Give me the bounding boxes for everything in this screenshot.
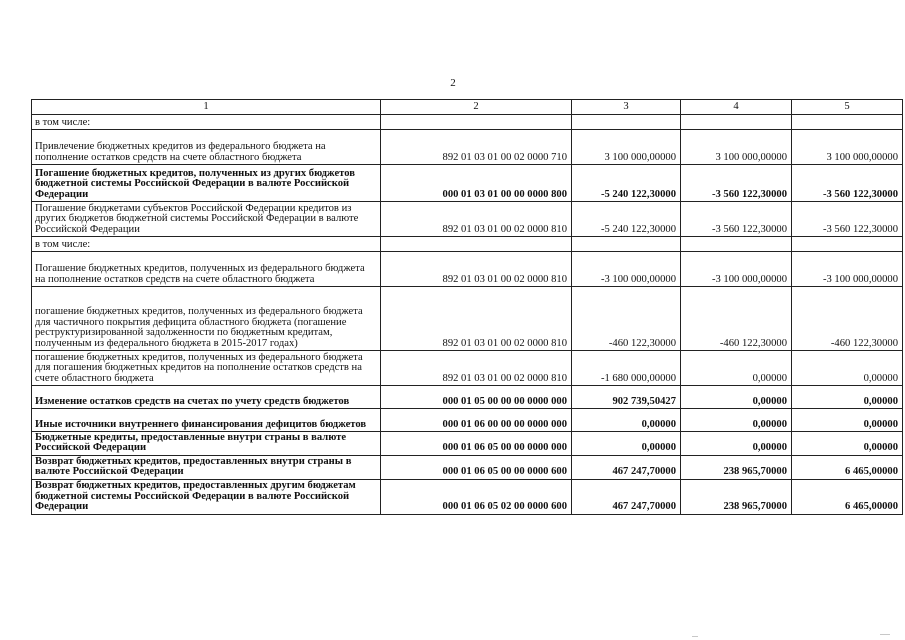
subtotal-note-row (32, 115, 903, 130)
table-row (32, 409, 903, 432)
amount-col5-cell: -3 560 122,30000 (792, 165, 903, 202)
budget-code-cell: 000 01 06 05 00 00 0000 000 (381, 432, 572, 456)
amount-col5-cell: 0,00000 (792, 409, 903, 432)
budget-code-cell: 892 01 03 01 00 02 0000 810 (381, 351, 572, 386)
page-number: 2 (450, 77, 456, 89)
budget-code-cell: 892 01 03 01 00 02 0000 810 (381, 202, 572, 237)
column-header: 1 (32, 100, 381, 115)
amount-col4-cell: -3 560 122,30000 (681, 165, 792, 202)
row-name-cell: Погашение бюджетных кредитов, полученных из других бюджетов бюджетной системы Российской Федерации в валюте Российской Федерации (32, 165, 381, 202)
table-row (32, 130, 903, 165)
row-name-cell: погашение бюджетных кредитов, полученных из федерального бюджета для частичного покрытия дефицита областного бюджета (погашение реструктуризированной задолженности по бюджетным кредитам, полученным из федерального бюджета в 2015-2017 годах) (32, 287, 381, 351)
table-row (32, 165, 903, 202)
table-row (32, 287, 903, 351)
empty-cell (572, 115, 681, 130)
amount-col3-cell: -1 680 000,00000 (572, 351, 681, 386)
row-name-cell: Погашение бюджетами субъектов Российской Федерации кредитов из других бюджетов бюджетной системы Российской Федерации в валюте Российской Федерации (32, 202, 381, 237)
amount-col4-cell: 0,00000 (681, 432, 792, 456)
empty-cell (381, 237, 572, 252)
amount-col4-cell: 0,00000 (681, 386, 792, 409)
scan-artifact (880, 634, 890, 635)
budget-code-cell: 892 01 03 01 00 02 0000 810 (381, 252, 572, 287)
budget-code-cell: 000 01 05 00 00 00 0000 000 (381, 386, 572, 409)
amount-col5-cell: -3 560 122,30000 (792, 202, 903, 237)
amount-col3-cell: -3 100 000,00000 (572, 252, 681, 287)
row-name-cell: Привлечение бюджетных кредитов из федерального бюджета на пополнение остатков средств на счете областного бюджета (32, 130, 381, 165)
amount-col4-cell: 0,00000 (681, 409, 792, 432)
empty-cell (681, 115, 792, 130)
row-name-cell: Бюджетные кредиты, предоставленные внутри страны в валюте Российской Федерации (32, 432, 381, 456)
amount-col5-cell: 0,00000 (792, 351, 903, 386)
amount-col5-cell: 3 100 000,00000 (792, 130, 903, 165)
amount-col4-cell: 3 100 000,00000 (681, 130, 792, 165)
amount-col3-cell: 467 247,70000 (572, 455, 681, 479)
amount-col3-cell: -460 122,30000 (572, 287, 681, 351)
row-name-cell: Иные источники внутреннего финансирования дефицитов бюджетов (32, 409, 381, 432)
amount-col3-cell: -5 240 122,30000 (572, 202, 681, 237)
column-header: 3 (572, 100, 681, 115)
table-row (32, 455, 903, 479)
table-row (32, 386, 903, 409)
column-number-row (32, 100, 903, 115)
row-name-cell: Изменение остатков средств на счетах по учету средств бюджетов (32, 386, 381, 409)
table-row (32, 351, 903, 386)
amount-col5-cell: 0,00000 (792, 432, 903, 456)
amount-col4-cell: -460 122,30000 (681, 287, 792, 351)
row-name-cell: Погашение бюджетных кредитов, полученных из федерального бюджета на пополнение остатков средств на счете областного бюджета (32, 252, 381, 287)
amount-col5-cell: -460 122,30000 (792, 287, 903, 351)
budget-code-cell: 000 01 06 05 00 00 0000 600 (381, 455, 572, 479)
amount-col3-cell: 3 100 000,00000 (572, 130, 681, 165)
row-name-cell: в том числе: (32, 237, 381, 252)
subtotal-note-row (32, 237, 903, 252)
budget-code-cell: 000 01 03 01 00 00 0000 800 (381, 165, 572, 202)
budget-code-cell: 892 01 03 01 00 02 0000 710 (381, 130, 572, 165)
budget-code-cell: 000 01 06 00 00 00 0000 000 (381, 409, 572, 432)
amount-col4-cell: 0,00000 (681, 351, 792, 386)
row-name-cell: Возврат бюджетных кредитов, предоставленных внутри страны в валюте Российской Федерации (32, 455, 381, 479)
budget-sources-table (31, 99, 903, 515)
empty-cell (792, 115, 903, 130)
table-row (32, 479, 903, 514)
table-row (32, 202, 903, 237)
table-row (32, 432, 903, 456)
amount-col3-cell: 467 247,70000 (572, 479, 681, 514)
scan-artifact (692, 636, 698, 637)
column-header: 2 (381, 100, 572, 115)
amount-col4-cell: 238 965,70000 (681, 455, 792, 479)
amount-col5-cell: 6 465,00000 (792, 455, 903, 479)
amount-col3-cell: 902 739,50427 (572, 386, 681, 409)
empty-cell (381, 115, 572, 130)
amount-col5-cell: 6 465,00000 (792, 479, 903, 514)
budget-code-cell: 892 01 03 01 00 02 0000 810 (381, 287, 572, 351)
table-row (32, 252, 903, 287)
empty-cell (792, 237, 903, 252)
amount-col4-cell: 238 965,70000 (681, 479, 792, 514)
amount-col5-cell: -3 100 000,00000 (792, 252, 903, 287)
empty-cell (681, 237, 792, 252)
column-header: 4 (681, 100, 792, 115)
amount-col4-cell: -3 560 122,30000 (681, 202, 792, 237)
amount-col4-cell: -3 100 000,00000 (681, 252, 792, 287)
amount-col5-cell: 0,00000 (792, 386, 903, 409)
amount-col3-cell: -5 240 122,30000 (572, 165, 681, 202)
row-name-cell: погашение бюджетных кредитов, полученных из федерального бюджета для погашения бюджетных кредитов на пополнение остатков средств на счете областного бюджета (32, 351, 381, 386)
empty-cell (572, 237, 681, 252)
budget-code-cell: 000 01 06 05 02 00 0000 600 (381, 479, 572, 514)
row-name-cell: Возврат бюджетных кредитов, предоставленных другим бюджетам бюджетной системы Российской Федерации в валюте Российской Федерации (32, 479, 381, 514)
row-name-cell: в том числе: (32, 115, 381, 130)
amount-col3-cell: 0,00000 (572, 432, 681, 456)
amount-col3-cell: 0,00000 (572, 409, 681, 432)
column-header: 5 (792, 100, 903, 115)
